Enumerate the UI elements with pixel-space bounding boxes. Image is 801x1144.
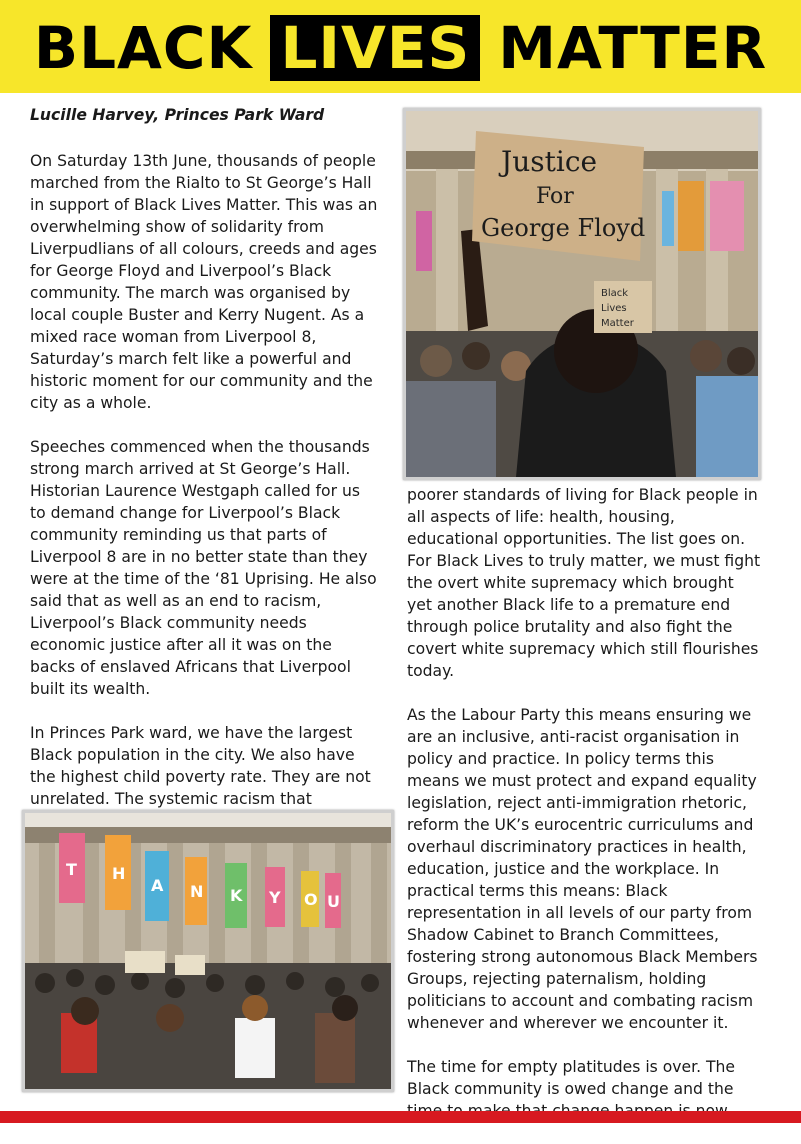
sign-text-matter: Matter [601, 318, 634, 329]
banner-letter: O [304, 890, 318, 909]
article-column-right [407, 484, 763, 1144]
banner-letter: H [112, 864, 126, 883]
protest-photo-sign [403, 108, 761, 480]
title-black: BLACK [33, 13, 253, 82]
footer-bar [0, 1111, 801, 1123]
sign-text-george-floyd: George Floyd [481, 214, 646, 242]
byline: Lucille Harvey, Princes Park Ward [30, 106, 325, 124]
banner-letter: A [151, 876, 164, 895]
banner-letter: U [327, 892, 340, 911]
sign-text-black: Black [601, 288, 629, 299]
title-lives: LIVES [270, 15, 480, 81]
sign-text-lives: Lives [601, 303, 627, 314]
paragraph: The time for empty platitudes is over. The Black community is owed change and the [407, 1058, 736, 1098]
paragraph: As the Labour Party this means ensuring we are an inclusive, anti-racist organisation in policy and practice. In policy terms this means we must protect and expand equality legislation, reject anti-immigration rhetoric, reform the UK’s eurocentric curriculums and overhaul discriminatory practices in health, education, justice and the workplace. In practical terms this means: Black representation in all levels of our party from Shadow Cabinet to Branch Committees, fostering strong autonomous Black Members Groups, rejecting paternalism, holding politicians to account and combating racism whenever and wherever we encounter it. [407, 706, 758, 1032]
sign-text-for: For [536, 184, 574, 209]
paragraph: In Princes Park ward, we have the largest Black population in the city. We also have the highest child poverty rate. They are not unrelated. The systemic racism that [30, 724, 371, 808]
banner-letter: K [230, 886, 243, 905]
article-column-left [30, 150, 380, 876]
page-title [0, 10, 801, 85]
paragraph: On Saturday 13th June, thousands of people marched from the Rialto to St George’s Hall in support of Black Lives Matter. This was an overwhelming show of solidarity from Liverpudlians of all colours, creeds and ages for George Floyd and Liverpool’s Black community. The march was organised by local couple Buster and Kerry Nugent. As a mixed race woman from Liverpool 8, Saturday’s march felt like a powerful and historic moment for our community and the city as a whole. [30, 152, 378, 412]
sign-text-justice: Justice [501, 145, 598, 178]
title-matter: MATTER [498, 13, 768, 82]
paragraph: Speeches commenced when the thousands strong march arrived at St George’s Hall. Historian Laurence Westgaph called for us to demand change for Liverpool’s Black community reminding us that parts of Liverpool 8 are in no better state than they were at the time of the ‘81 Uprising. He also said that as well as an end to racism, Liverpool’s Black community needs economic justice after all it was on the backs of enslaved Africans that Liverpool built its wealth. [30, 438, 377, 698]
banner-letter: T [66, 860, 77, 879]
protest-photo-hall [22, 810, 394, 1092]
banner-letter: N [190, 882, 204, 901]
paragraph: poorer standards of living for Black people in all aspects of life: health, housing, educational opportunities. The list goes on. For Black Lives to truly matter, we must fight the overt white supremacy which brought yet another Black life to a premature end through police brutality and also fight the covert white supremacy which still flourishes today. [407, 486, 761, 680]
banner-letter: Y [269, 888, 281, 907]
